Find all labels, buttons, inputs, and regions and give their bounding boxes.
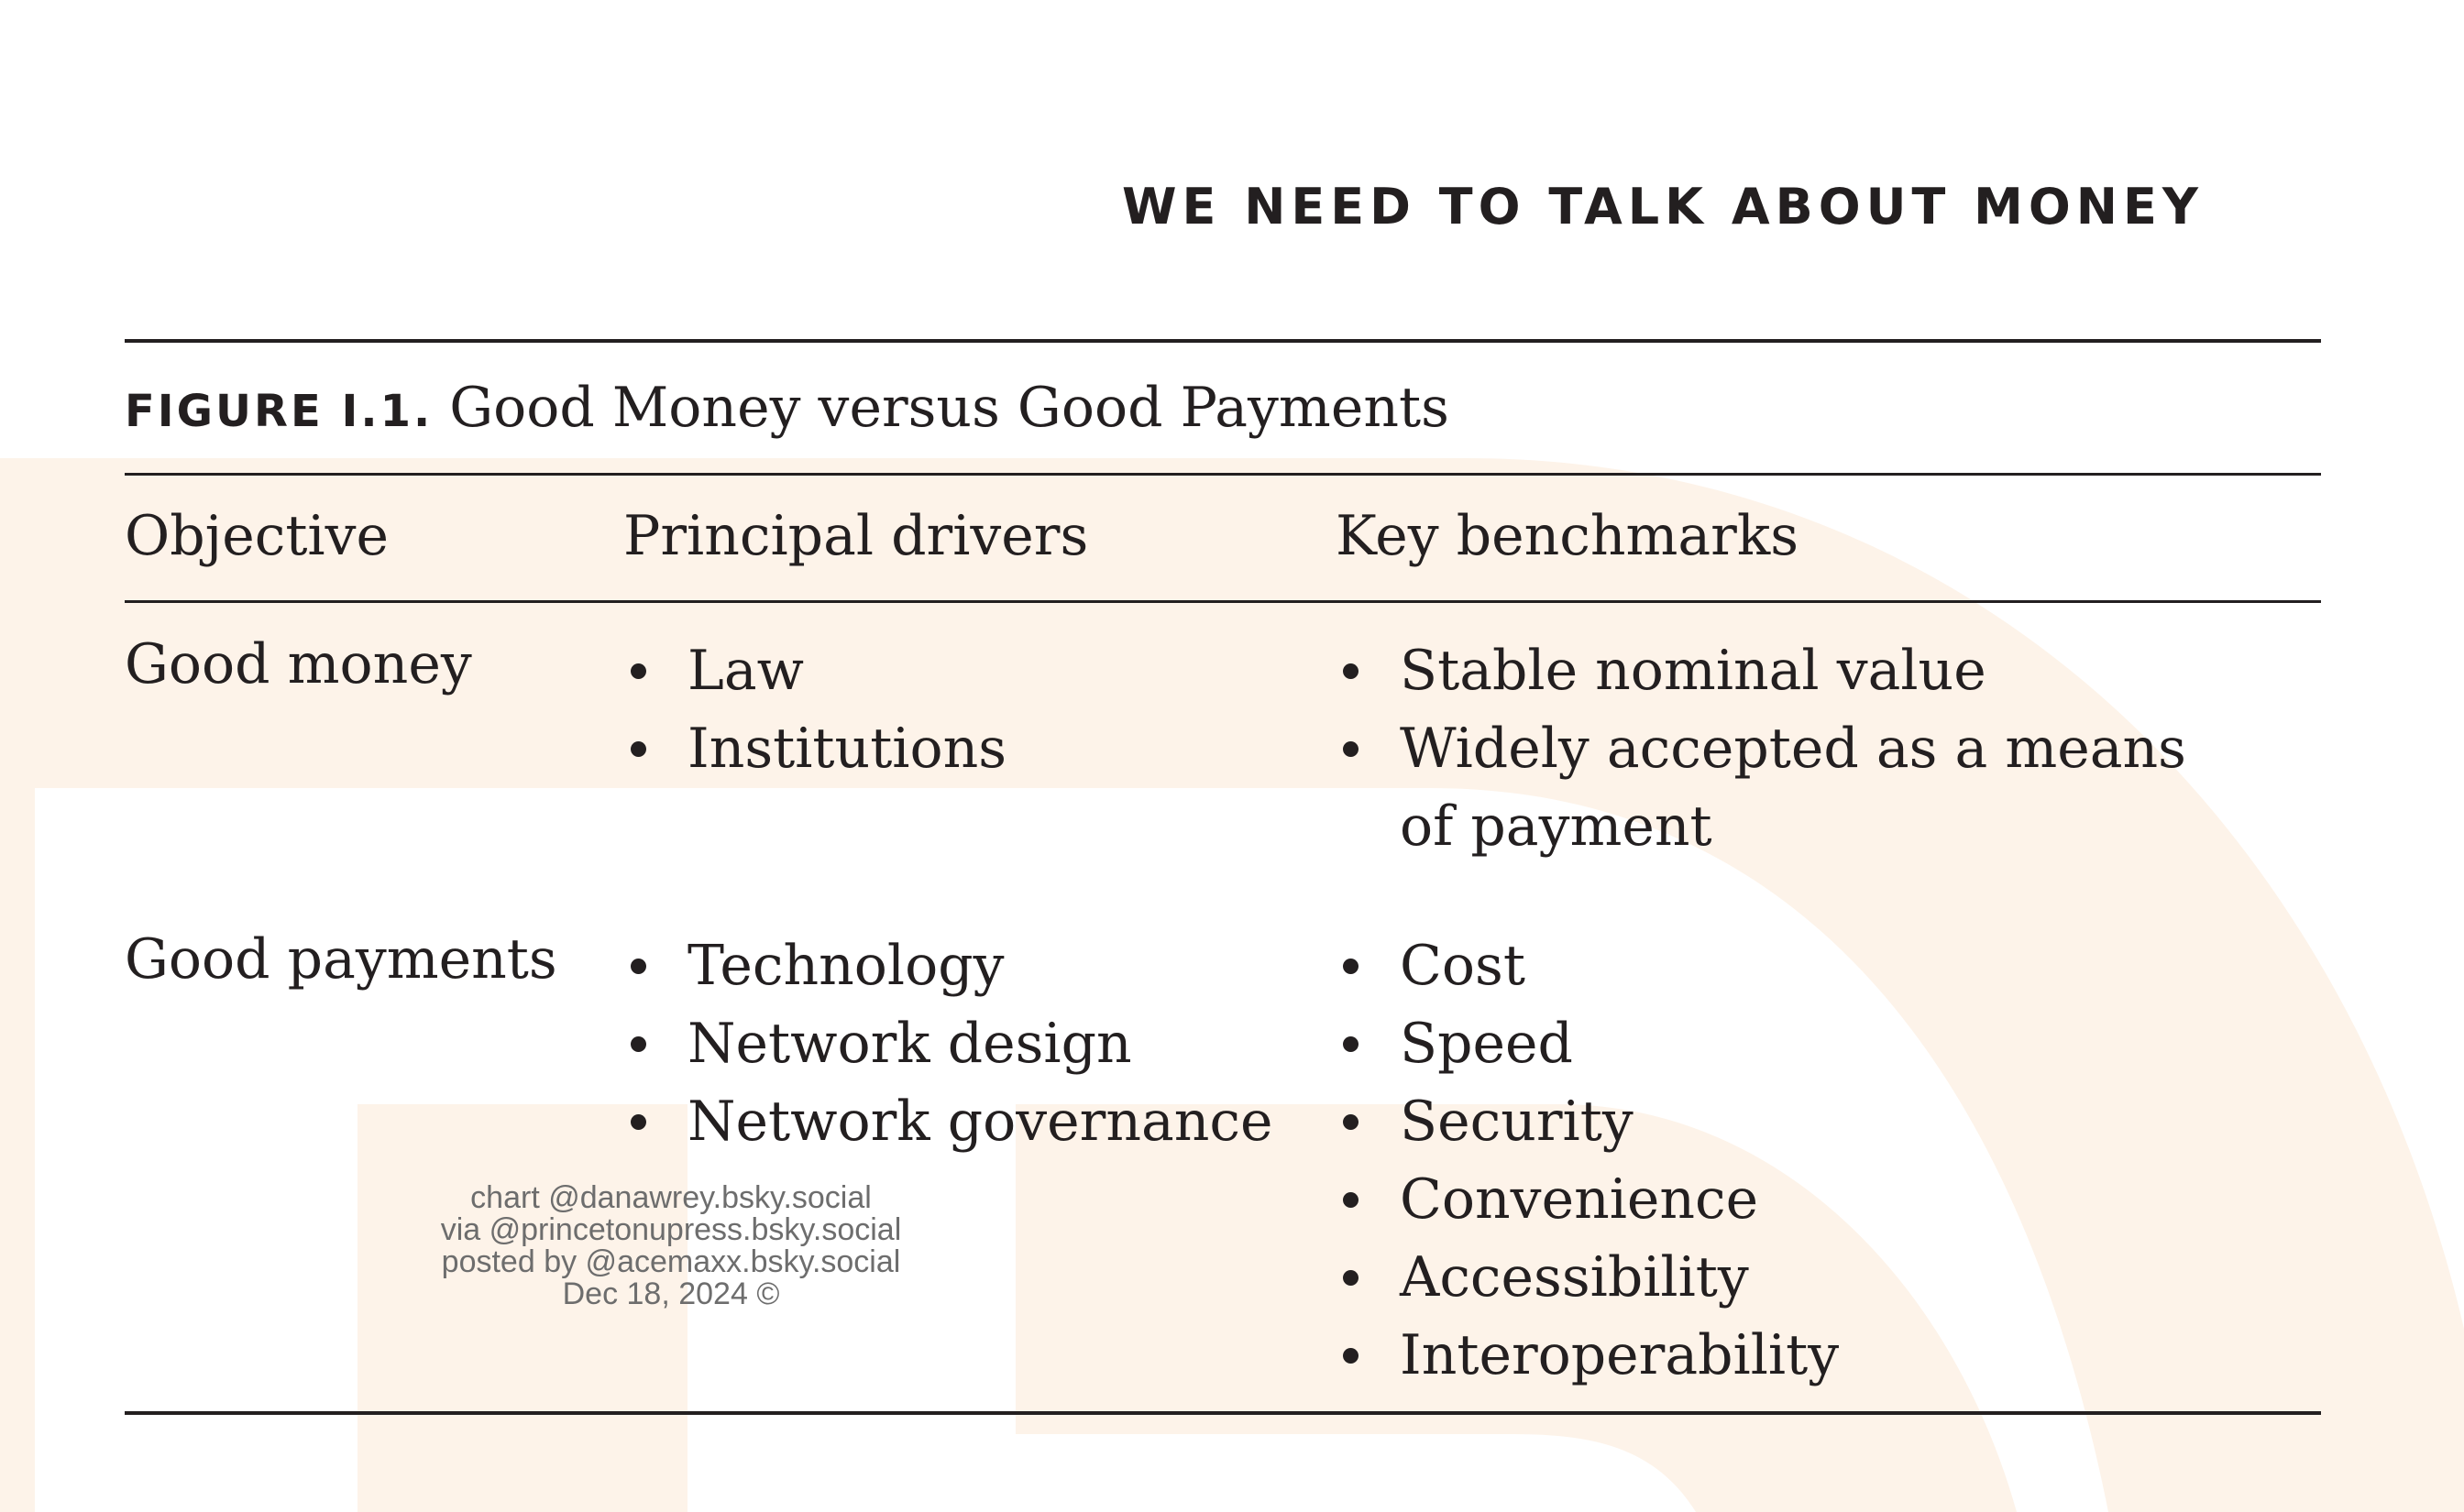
bullet-icon (1343, 741, 1358, 757)
bullet-icon (631, 741, 646, 757)
caption-rule (125, 473, 2321, 476)
drivers-list-good-payments (623, 927, 1273, 1161)
header-principal-drivers: Principal drivers (623, 504, 1089, 568)
figure-title: Good Money versus Good Payments (449, 376, 1449, 440)
bullet-icon (1343, 1114, 1358, 1130)
list-item: Widely accepted as a means (1336, 710, 2186, 788)
bullet-icon (1343, 1270, 1358, 1286)
bullet-icon (1343, 663, 1358, 679)
figure-caption (125, 376, 1449, 440)
list-item: Law (623, 632, 1006, 710)
list-item: Accessibility (1336, 1239, 1839, 1317)
list-item: Speed (1336, 1005, 1839, 1083)
list-item: Interoperability (1336, 1317, 1839, 1395)
list-item: Institutions (623, 710, 1006, 788)
list-item: Network design (623, 1005, 1273, 1083)
list-item: Cost (1336, 927, 1839, 1005)
bullet-icon (631, 1114, 646, 1130)
bullet-icon (1343, 959, 1358, 974)
figure-label: FIGURE I.1. (125, 386, 434, 437)
list-item: Convenience (1336, 1161, 1839, 1239)
watermark-line: chart @danawrey.bsky.social (470, 1180, 872, 1215)
bullet-icon (631, 663, 646, 679)
bullet-icon (1343, 1192, 1358, 1208)
bullet-icon (1343, 1348, 1358, 1364)
benchmarks-list-good-money (1336, 632, 2186, 866)
list-item: Stable nominal value (1336, 632, 2186, 710)
drivers-list-good-money (623, 632, 1006, 788)
bullet-icon (1343, 1036, 1358, 1052)
running-head: WE NEED TO TALK ABOUT MONEY (1121, 178, 2204, 236)
list-item-continuation: of payment (1400, 794, 1712, 859)
bullet-icon (631, 959, 646, 974)
top-rule (125, 339, 2321, 343)
header-objective: Objective (125, 504, 390, 568)
bottom-rule (125, 1411, 2321, 1415)
list-item: Technology (623, 927, 1273, 1005)
list-item: Security (1336, 1083, 1839, 1161)
benchmarks-list-good-payments (1336, 927, 1839, 1395)
watermark-credit (405, 1182, 937, 1310)
watermark-line: Dec 18, 2024 © (562, 1276, 780, 1311)
bullet-icon (631, 1036, 646, 1052)
watermark-line: via @princetonupress.bsky.social (440, 1212, 902, 1247)
header-key-benchmarks: Key benchmarks (1336, 504, 1798, 568)
watermark-line: posted by @acemaxx.bsky.social (441, 1244, 901, 1279)
row-label-good-payments: Good payments (125, 927, 557, 992)
row-label-good-money: Good money (125, 632, 472, 696)
header-rule (125, 600, 2321, 603)
list-item: Network governance (623, 1083, 1273, 1161)
